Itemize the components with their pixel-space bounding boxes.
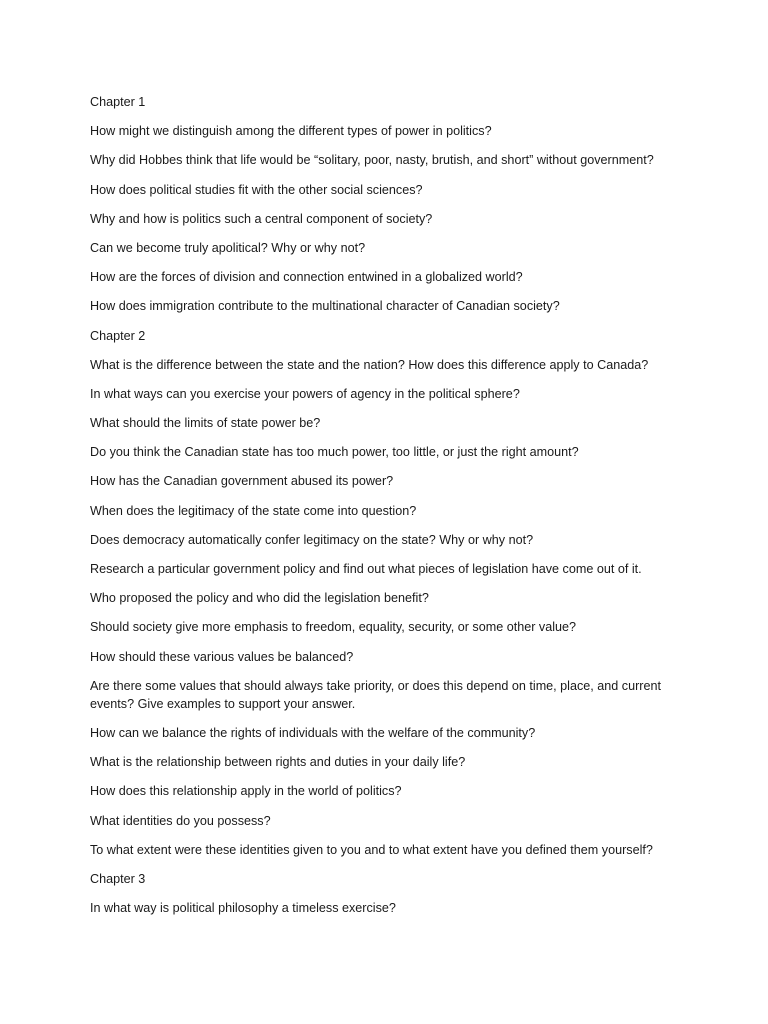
- chapter-heading: Chapter 3: [90, 871, 146, 886]
- document-page: [90, 93, 680, 928]
- question-paragraph: Does democracy automatically confer legitimacy on the state? Why or why not?: [90, 532, 534, 547]
- question-paragraph: What is the difference between the state and the nation? How does this difference apply to Canada?: [90, 357, 649, 372]
- question-paragraph: In what ways can you exercise your powers of agency in the political sphere?: [90, 386, 520, 401]
- question-paragraph: When does the legitimacy of the state come into question?: [90, 503, 417, 518]
- chapter-heading: Chapter 1: [90, 95, 146, 109]
- question-paragraph: Why did Hobbes think that life would be “solitary, poor, nasty, brutish, and short” without government?: [90, 153, 654, 168]
- question-paragraph: How has the Canadian government abused its power?: [90, 474, 394, 489]
- question-paragraph: How might we distinguish among the different types of power in politics?: [90, 124, 492, 139]
- question-paragraph: What should the limits of state power be?: [90, 416, 321, 431]
- question-paragraph: Are there some values that should always take priority, or does this depend on time, place, and current events? Give examples to support your answer.: [90, 678, 661, 711]
- question-paragraph: How does this relationship apply in the world of politics?: [90, 784, 402, 799]
- question-paragraph: How are the forces of division and connection entwined in a globalized world?: [90, 270, 523, 285]
- question-paragraph: Research a particular government policy and find out what pieces of legislation have come out of it.: [90, 562, 642, 576]
- question-paragraph: Can we become truly apolitical? Why or why not?: [90, 240, 366, 255]
- question-paragraph: How does political studies fit with the other social sciences?: [90, 182, 423, 197]
- question-paragraph: What identities do you possess?: [90, 813, 271, 828]
- chapter-heading: Chapter 2: [90, 328, 146, 343]
- question-paragraph: What is the relationship between rights and duties in your daily life?: [90, 755, 466, 770]
- question-paragraph: Should society give more emphasis to freedom, equality, security, or some other value?: [90, 620, 577, 635]
- question-paragraph: Why and how is politics such a central component of society?: [90, 211, 433, 226]
- question-paragraph: How can we balance the rights of individuals with the welfare of the community?: [90, 725, 536, 740]
- question-paragraph: To what extent were these identities given to you and to what extent have you defined them yourself?: [90, 842, 653, 857]
- question-paragraph: Who proposed the policy and who did the legislation benefit?: [90, 591, 429, 606]
- question-paragraph: In what way is political philosophy a timeless exercise?: [90, 901, 396, 916]
- question-paragraph: Do you think the Canadian state has too much power, too little, or just the right amount?: [90, 445, 579, 460]
- question-paragraph: How does immigration contribute to the multinational character of Canadian society?: [90, 299, 560, 314]
- question-paragraph: How should these various values be balanced?: [90, 649, 354, 664]
